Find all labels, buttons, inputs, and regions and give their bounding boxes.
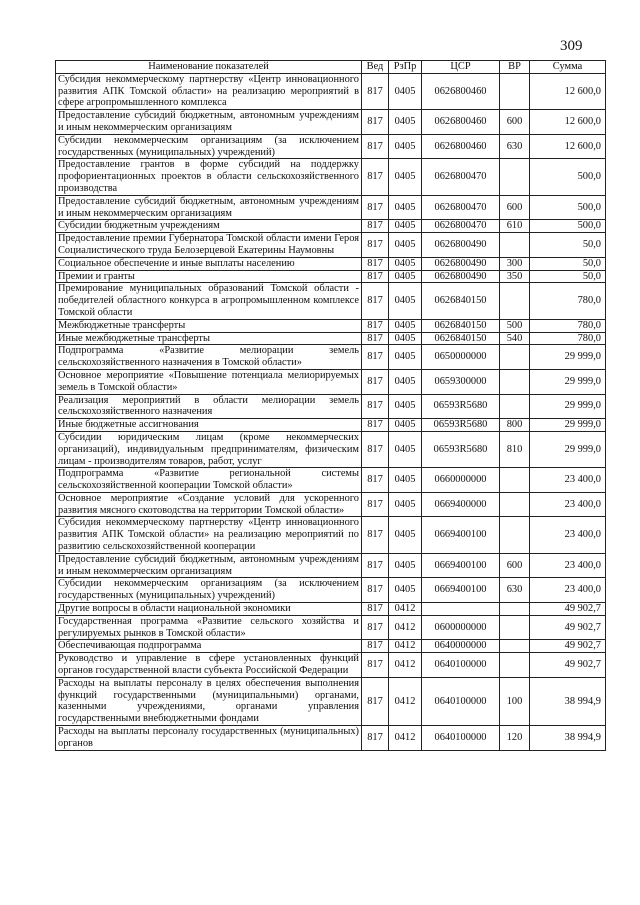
row-ved-cell: 817 xyxy=(362,257,389,270)
table-row xyxy=(56,233,606,258)
row-ved-cell: 817 xyxy=(362,419,389,432)
row-sum-cell: 38 994,9 xyxy=(530,677,606,725)
row-vr-cell: 600 xyxy=(500,110,530,135)
row-rzpr-cell: 0412 xyxy=(389,615,422,640)
row-vr-cell: 800 xyxy=(500,419,530,432)
table-row xyxy=(56,653,606,678)
row-csr-cell: 0669400000 xyxy=(422,492,500,517)
table-row xyxy=(56,345,606,370)
row-sum-cell: 23 400,0 xyxy=(530,517,606,553)
row-rzpr-cell: 0405 xyxy=(389,419,422,432)
table-row xyxy=(56,553,606,578)
row-rzpr-cell: 0405 xyxy=(389,73,422,109)
row-rzpr-cell: 0412 xyxy=(389,677,422,725)
table-row xyxy=(56,73,606,109)
row-rzpr-cell: 0405 xyxy=(389,110,422,135)
row-name-cell: Премирование муниципальных образований Томской области - победителей областного конкурса в агропромышленном комплексе Томской области xyxy=(56,283,362,319)
row-csr-cell: 0669400100 xyxy=(422,553,500,578)
row-vr-cell: 100 xyxy=(500,677,530,725)
row-ved-cell: 817 xyxy=(362,677,389,725)
row-name-cell: Субсидии некоммерческим организациям (за исключением государственных (муниципальных) учреждений) xyxy=(56,578,362,603)
row-csr-cell: 0626800490 xyxy=(422,270,500,283)
row-vr-cell xyxy=(500,73,530,109)
table-body xyxy=(56,73,606,750)
row-csr-cell: 06593R5680 xyxy=(422,419,500,432)
header-csr: ЦСР xyxy=(422,61,500,74)
row-name-cell: Предоставление субсидий бюджетным, автономным учреждениям и иным некоммерческим организациям xyxy=(56,195,362,220)
row-name-cell: Социальное обеспечение и иные выплаты населению xyxy=(56,257,362,270)
row-sum-cell: 23 400,0 xyxy=(530,578,606,603)
row-csr-cell: 0669400100 xyxy=(422,517,500,553)
row-sum-cell: 50,0 xyxy=(530,257,606,270)
row-csr-cell: 0626800470 xyxy=(422,220,500,233)
row-csr-cell: 0626800470 xyxy=(422,159,500,195)
row-sum-cell: 29 999,0 xyxy=(530,394,606,419)
row-name-cell: Предоставление премии Губернатора Томской области имени Героя Социалистического труда Белозерцевой Екатерины Наумовны xyxy=(56,233,362,258)
row-ved-cell: 817 xyxy=(362,195,389,220)
table-row xyxy=(56,159,606,195)
row-sum-cell: 29 999,0 xyxy=(530,345,606,370)
row-ved-cell: 817 xyxy=(362,233,389,258)
row-rzpr-cell: 0405 xyxy=(389,345,422,370)
row-sum-cell: 12 600,0 xyxy=(530,110,606,135)
row-ved-cell: 817 xyxy=(362,134,389,159)
row-rzpr-cell: 0405 xyxy=(389,270,422,283)
row-ved-cell: 817 xyxy=(362,653,389,678)
row-csr-cell: 0626840150 xyxy=(422,283,500,319)
row-ved-cell: 817 xyxy=(362,603,389,616)
row-rzpr-cell: 0412 xyxy=(389,653,422,678)
row-sum-cell: 780,0 xyxy=(530,332,606,345)
row-vr-cell xyxy=(500,369,530,394)
row-ved-cell: 817 xyxy=(362,159,389,195)
row-vr-cell xyxy=(500,492,530,517)
row-name-cell: Обеспечивающая подпрограмма xyxy=(56,640,362,653)
row-sum-cell: 12 600,0 xyxy=(530,134,606,159)
row-vr-cell xyxy=(500,233,530,258)
row-name-cell: Предоставление субсидий бюджетным, автономным учреждениям и иным некоммерческим организациям xyxy=(56,553,362,578)
row-sum-cell: 23 400,0 xyxy=(530,468,606,493)
row-ved-cell: 817 xyxy=(362,468,389,493)
row-ved-cell: 817 xyxy=(362,345,389,370)
row-rzpr-cell: 0405 xyxy=(389,233,422,258)
row-name-cell: Предоставление субсидий бюджетным, автономным учреждениям и иным некоммерческим организациям xyxy=(56,110,362,135)
row-name-cell: Основное мероприятие «Повышение потенциала мелиорируемых земель в Томской области» xyxy=(56,369,362,394)
row-vr-cell: 120 xyxy=(500,726,530,751)
table-row xyxy=(56,394,606,419)
page-number: 309 xyxy=(560,38,583,54)
row-sum-cell: 29 999,0 xyxy=(530,369,606,394)
row-vr-cell xyxy=(500,603,530,616)
row-sum-cell: 50,0 xyxy=(530,270,606,283)
row-csr-cell: 0626800470 xyxy=(422,195,500,220)
row-csr-cell: 0669400100 xyxy=(422,578,500,603)
row-vr-cell: 630 xyxy=(500,134,530,159)
row-ved-cell: 817 xyxy=(362,394,389,419)
table-row xyxy=(56,578,606,603)
row-name-cell: Руководство и управление в сфере установленных функций органов государственной власти субъекта Российской Федерации xyxy=(56,653,362,678)
row-rzpr-cell: 0405 xyxy=(389,159,422,195)
row-sum-cell: 49 902,7 xyxy=(530,615,606,640)
row-vr-cell: 600 xyxy=(500,195,530,220)
table-row xyxy=(56,419,606,432)
row-name-cell: Иные бюджетные ассигнования xyxy=(56,419,362,432)
row-ved-cell: 817 xyxy=(362,578,389,603)
row-sum-cell: 49 902,7 xyxy=(530,640,606,653)
table-row xyxy=(56,615,606,640)
table-row xyxy=(56,270,606,283)
header-name: Наименование показателей xyxy=(56,61,362,74)
header-rzpr: РзПр xyxy=(389,61,422,74)
row-sum-cell: 38 994,9 xyxy=(530,726,606,751)
row-sum-cell: 23 400,0 xyxy=(530,492,606,517)
row-vr-cell xyxy=(500,517,530,553)
row-name-cell: Субсидия некоммерческому партнерству «Центр инновационного развития АПК Томской области» на реализацию мероприятий в сфере агропромышленного комплекса xyxy=(56,73,362,109)
row-sum-cell: 12 600,0 xyxy=(530,73,606,109)
row-name-cell: Межбюджетные трансферты xyxy=(56,319,362,332)
row-sum-cell: 500,0 xyxy=(530,195,606,220)
budget-table xyxy=(55,60,606,751)
row-name-cell: Другие вопросы в области национальной экономики xyxy=(56,603,362,616)
table-row xyxy=(56,110,606,135)
row-vr-cell xyxy=(500,615,530,640)
row-rzpr-cell: 0405 xyxy=(389,195,422,220)
row-vr-cell: 630 xyxy=(500,578,530,603)
row-vr-cell: 500 xyxy=(500,319,530,332)
row-csr-cell: 0626840150 xyxy=(422,319,500,332)
table-row xyxy=(56,283,606,319)
header-sum: Сумма xyxy=(530,61,606,74)
row-ved-cell: 817 xyxy=(362,726,389,751)
row-vr-cell: 300 xyxy=(500,257,530,270)
table-row xyxy=(56,468,606,493)
row-csr-cell: 0626800460 xyxy=(422,134,500,159)
table-row xyxy=(56,431,606,467)
table-row xyxy=(56,257,606,270)
row-name-cell: Субсидии некоммерческим организациям (за исключением государственных (муниципальных) учреждений) xyxy=(56,134,362,159)
row-csr-cell: 0626800490 xyxy=(422,233,500,258)
row-name-cell: Основное мероприятие «Создание условий для ускоренного развития мясного скотоводства на территории Томской области» xyxy=(56,492,362,517)
row-name-cell: Государственная программа «Развитие сельского хозяйства и регулируемых рынков в Томской области» xyxy=(56,615,362,640)
row-sum-cell: 29 999,0 xyxy=(530,431,606,467)
row-rzpr-cell: 0405 xyxy=(389,578,422,603)
row-ved-cell: 817 xyxy=(362,220,389,233)
row-rzpr-cell: 0405 xyxy=(389,134,422,159)
table-row xyxy=(56,603,606,616)
row-ved-cell: 817 xyxy=(362,431,389,467)
row-rzpr-cell: 0405 xyxy=(389,332,422,345)
row-name-cell: Расходы на выплаты персоналу государственных (муниципальных) органов xyxy=(56,726,362,751)
row-name-cell: Иные межбюджетные трансферты xyxy=(56,332,362,345)
row-rzpr-cell: 0405 xyxy=(389,517,422,553)
table-row xyxy=(56,332,606,345)
row-ved-cell: 817 xyxy=(362,517,389,553)
row-vr-cell xyxy=(500,283,530,319)
row-sum-cell: 49 902,7 xyxy=(530,603,606,616)
row-csr-cell: 0626840150 xyxy=(422,332,500,345)
row-vr-cell: 350 xyxy=(500,270,530,283)
row-name-cell: Субсидии юридическим лицам (кроме некоммерческих организаций), индивидуальным предпринимателям, физическим лицам - производителям товаров, работ, услуг xyxy=(56,431,362,467)
row-sum-cell: 23 400,0 xyxy=(530,553,606,578)
row-name-cell: Расходы на выплаты персоналу в целях обеспечения выполнения функций государственными (муниципальными) органами, казенными учреждениями, органами управления государственными внебюджетными фондами xyxy=(56,677,362,725)
row-rzpr-cell: 0405 xyxy=(389,492,422,517)
row-csr-cell: 0600000000 xyxy=(422,615,500,640)
table-row xyxy=(56,134,606,159)
row-vr-cell xyxy=(500,394,530,419)
row-rzpr-cell: 0412 xyxy=(389,640,422,653)
row-rzpr-cell: 0405 xyxy=(389,220,422,233)
row-rzpr-cell: 0405 xyxy=(389,319,422,332)
row-sum-cell: 29 999,0 xyxy=(530,419,606,432)
row-csr-cell: 0659300000 xyxy=(422,369,500,394)
table-row xyxy=(56,726,606,751)
row-ved-cell: 817 xyxy=(362,332,389,345)
table-row xyxy=(56,319,606,332)
row-csr-cell: 0640100000 xyxy=(422,677,500,725)
row-csr-cell: 06593R5680 xyxy=(422,431,500,467)
row-name-cell: Премии и гранты xyxy=(56,270,362,283)
table-row xyxy=(56,640,606,653)
row-name-cell: Субсидия некоммерческому партнерству «Центр инновационного развития АПК Томской области» на реализацию мероприятий по развитию сельскохозяйственной кооперации xyxy=(56,517,362,553)
row-ved-cell: 817 xyxy=(362,615,389,640)
row-ved-cell: 817 xyxy=(362,283,389,319)
row-rzpr-cell: 0405 xyxy=(389,468,422,493)
row-rzpr-cell: 0405 xyxy=(389,283,422,319)
row-vr-cell xyxy=(500,345,530,370)
row-csr-cell: 0640100000 xyxy=(422,726,500,751)
row-ved-cell: 817 xyxy=(362,110,389,135)
row-name-cell: Предоставление грантов в форме субсидий на поддержку профориентационных проектов в области сельскохозяйственного производства xyxy=(56,159,362,195)
row-vr-cell xyxy=(500,159,530,195)
row-rzpr-cell: 0405 xyxy=(389,394,422,419)
row-name-cell: Реализация мероприятий в области мелиорации земель сельскохозяйственного назначения xyxy=(56,394,362,419)
table-header-row xyxy=(56,61,606,74)
row-csr-cell: 0626800460 xyxy=(422,110,500,135)
row-csr-cell: 0640100000 xyxy=(422,653,500,678)
table-row xyxy=(56,677,606,725)
row-ved-cell: 817 xyxy=(362,319,389,332)
row-csr-cell: 0640000000 xyxy=(422,640,500,653)
row-sum-cell: 500,0 xyxy=(530,220,606,233)
table-row xyxy=(56,369,606,394)
row-vr-cell xyxy=(500,640,530,653)
row-sum-cell: 50,0 xyxy=(530,233,606,258)
row-vr-cell: 610 xyxy=(500,220,530,233)
row-ved-cell: 817 xyxy=(362,640,389,653)
row-ved-cell: 817 xyxy=(362,492,389,517)
row-sum-cell: 780,0 xyxy=(530,283,606,319)
header-vr: ВР xyxy=(500,61,530,74)
row-sum-cell: 780,0 xyxy=(530,319,606,332)
row-ved-cell: 817 xyxy=(362,270,389,283)
row-rzpr-cell: 0412 xyxy=(389,726,422,751)
row-name-cell: Субсидии бюджетным учреждениям xyxy=(56,220,362,233)
row-csr-cell: 0626800460 xyxy=(422,73,500,109)
row-csr-cell xyxy=(422,603,500,616)
row-rzpr-cell: 0405 xyxy=(389,369,422,394)
row-ved-cell: 817 xyxy=(362,553,389,578)
table-row xyxy=(56,492,606,517)
row-csr-cell: 06593R5680 xyxy=(422,394,500,419)
table-row xyxy=(56,517,606,553)
row-rzpr-cell: 0405 xyxy=(389,431,422,467)
header-ved: Вед xyxy=(362,61,389,74)
row-vr-cell xyxy=(500,468,530,493)
row-csr-cell: 0626800490 xyxy=(422,257,500,270)
row-ved-cell: 817 xyxy=(362,73,389,109)
row-vr-cell xyxy=(500,653,530,678)
row-name-cell: Подпрограмма «Развитие региональной системы сельскохозяйственной кооперации Томской области» xyxy=(56,468,362,493)
row-rzpr-cell: 0405 xyxy=(389,257,422,270)
row-name-cell: Подпрограмма «Развитие мелиорации земель сельскохозяйственного назначения в Томской области» xyxy=(56,345,362,370)
row-vr-cell: 540 xyxy=(500,332,530,345)
row-sum-cell: 500,0 xyxy=(530,159,606,195)
row-csr-cell: 0650000000 xyxy=(422,345,500,370)
row-vr-cell: 600 xyxy=(500,553,530,578)
row-sum-cell: 49 902,7 xyxy=(530,653,606,678)
row-rzpr-cell: 0412 xyxy=(389,603,422,616)
table-row xyxy=(56,195,606,220)
row-csr-cell: 0660000000 xyxy=(422,468,500,493)
row-ved-cell: 817 xyxy=(362,369,389,394)
table-row xyxy=(56,220,606,233)
row-vr-cell: 810 xyxy=(500,431,530,467)
row-rzpr-cell: 0405 xyxy=(389,553,422,578)
